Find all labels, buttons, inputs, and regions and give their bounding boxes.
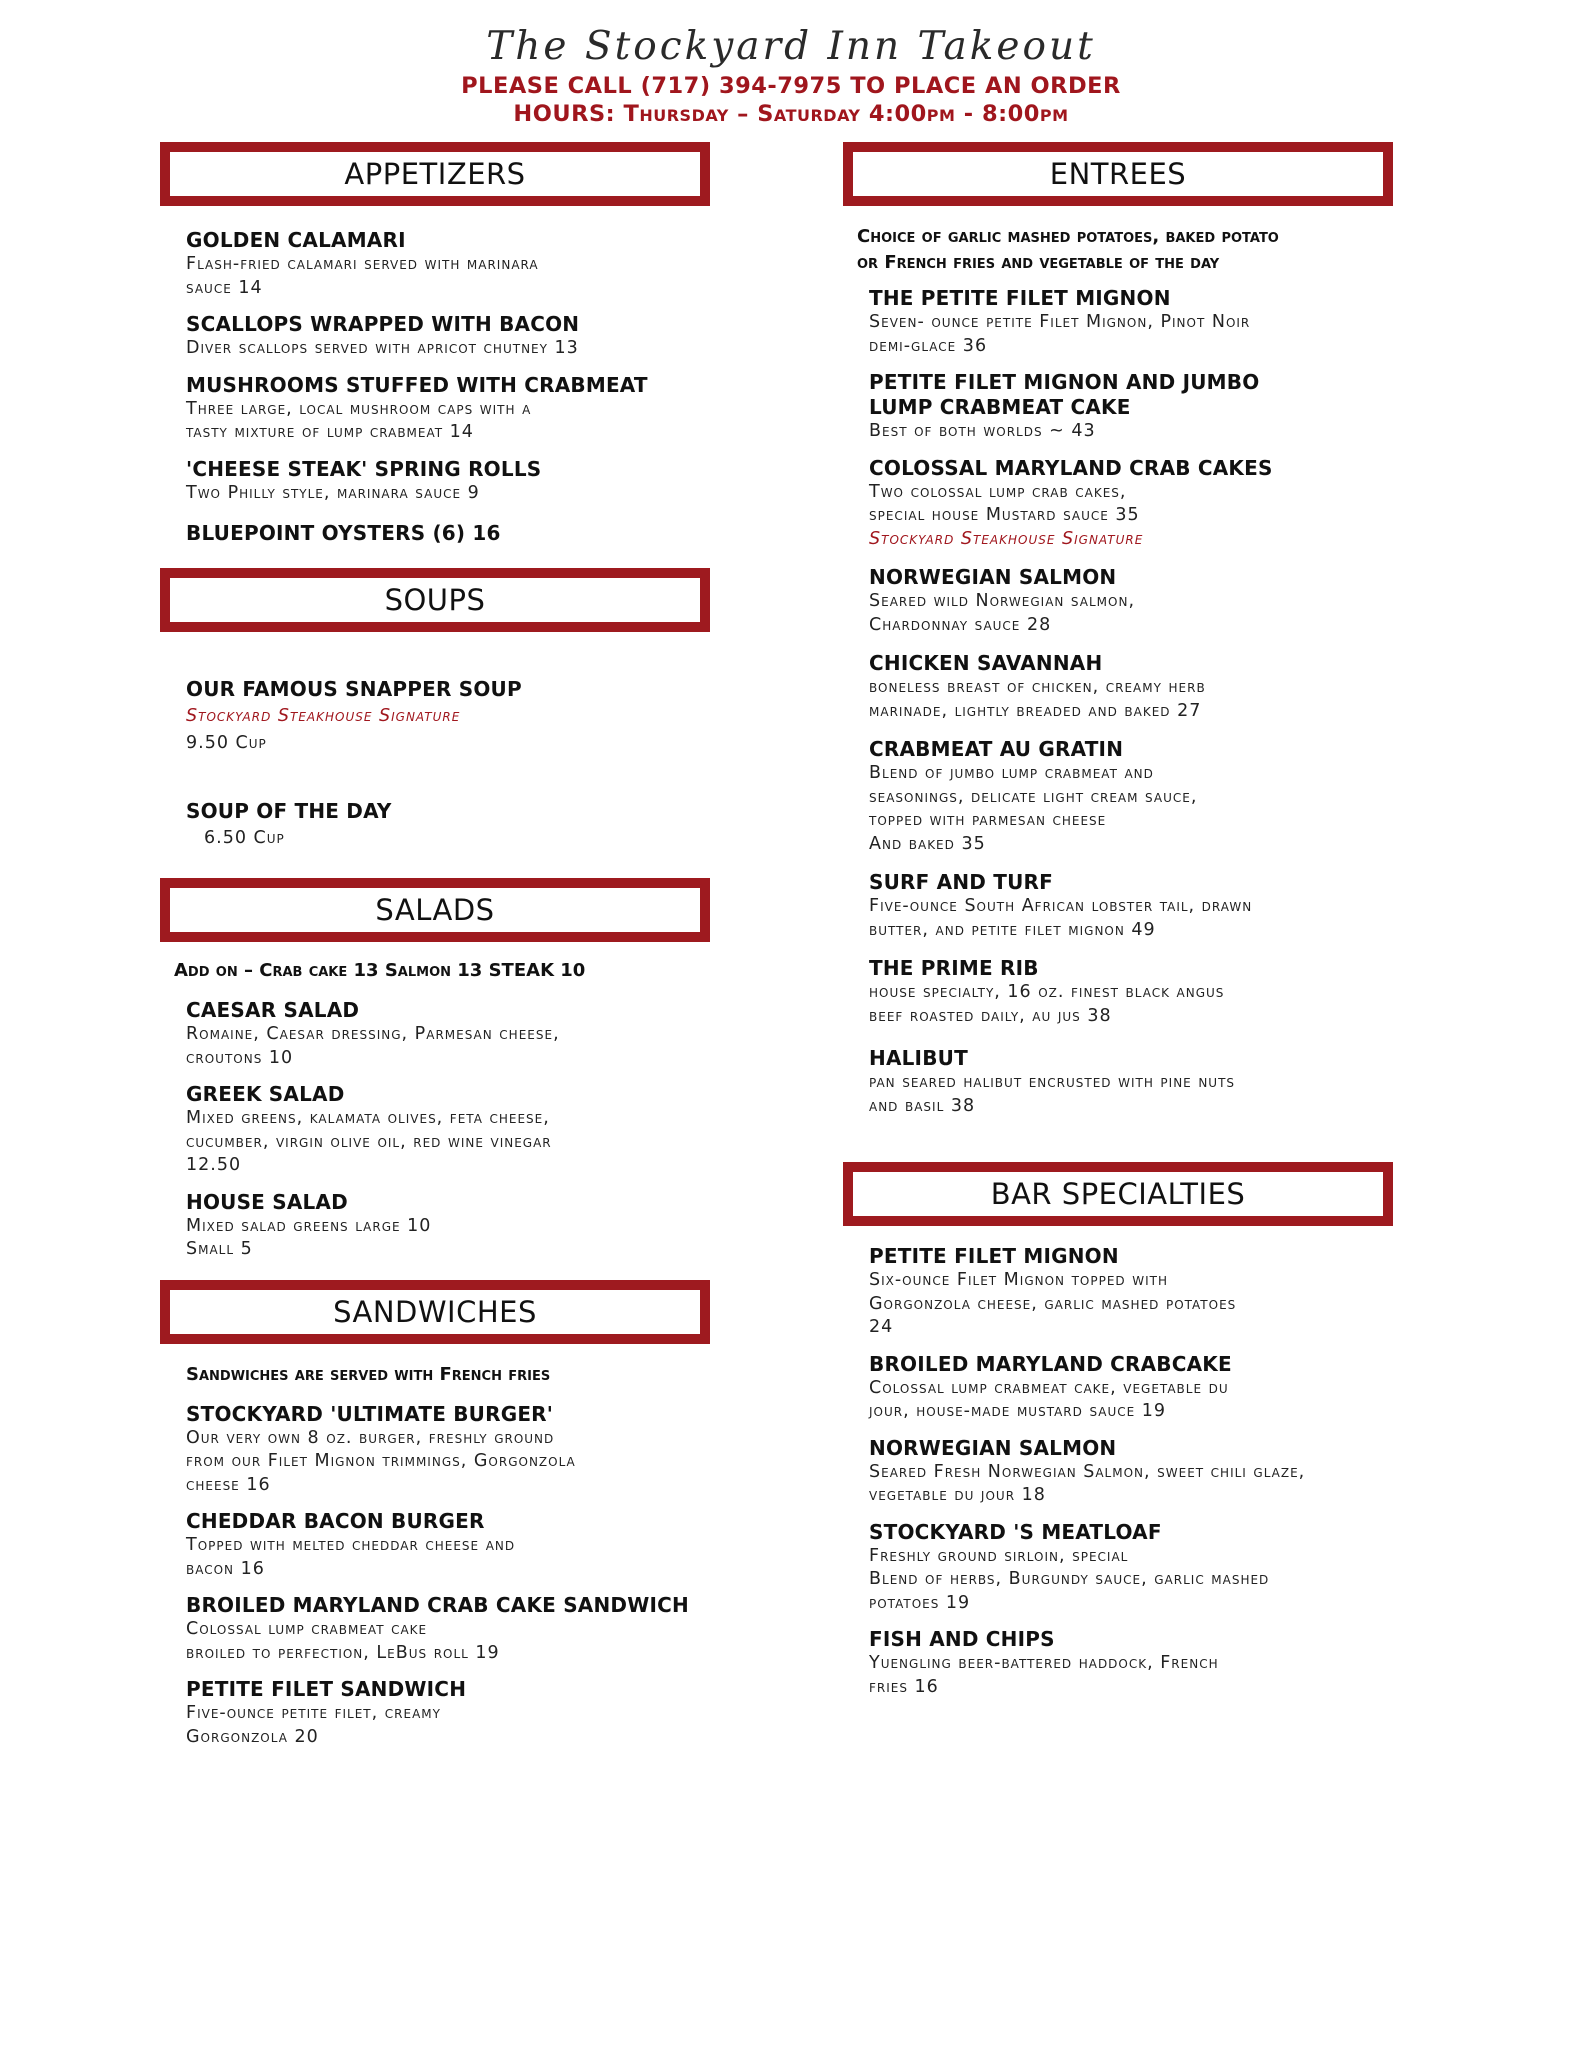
item-description: boneless breast of chicken, creamy herb marinade, lightly breaded and baked 27 — [869, 677, 1206, 721]
menu-item — [186, 457, 720, 506]
phone-callout: PLEASE CALL (717) 394-7975 TO PLACE AN ORDER — [461, 73, 1121, 99]
salads-heading: SALADS — [160, 878, 710, 942]
item-description: Two colossal lump crab cakes, special house Mustard sauce 35 — [869, 481, 1140, 525]
item-name-text: OUR FAMOUS SNAPPER SOUP — [186, 677, 522, 701]
item-description: Five-ounce petite filet, creamy Gorgonzola 20 — [186, 1703, 441, 1747]
item-name: PETITE FILET SANDWICH — [186, 1677, 467, 1701]
item-price: 9.50 Cup — [186, 733, 267, 753]
item-description: Colossal lump crabmeat cake, vegetable du jour, house-made mustard sauce 19 — [869, 1377, 1229, 1421]
menu-item — [869, 286, 1463, 358]
right-column — [843, 142, 1463, 1699]
menu-item — [869, 956, 1463, 1028]
item-description: Yuengling beer-battered haddock, French fries 16 — [869, 1653, 1219, 1697]
item-description: Flash-fried calamari served with marinara sauce 14 — [186, 254, 539, 298]
item-description: Diver scallops served with apricot chutney 13 — [186, 338, 579, 358]
item-name: COLOSSAL MARYLAND CRAB CAKES — [869, 455, 1273, 480]
item-description: Colossal lump crabmeat cake broiled to perfection, LeBus roll 19 — [186, 1619, 500, 1663]
sandwiches-note: Sandwiches are served with French fries — [186, 1363, 551, 1385]
item-name-text: SOUP OF THE DAY — [186, 798, 392, 823]
menu-item — [186, 1190, 720, 1262]
item-description: Topped with melted cheddar cheese and bacon 16 — [186, 1535, 516, 1579]
item-name: GOLDEN CALAMARI — [186, 228, 406, 252]
item-name: CRABMEAT AU GRATIN — [869, 737, 1124, 761]
menu-item — [869, 737, 1463, 856]
item-description: Romaine, Caesar dressing, Parmesan cheese, croutons 10 — [186, 1024, 560, 1068]
menu-item — [869, 1244, 1463, 1340]
menu-item — [869, 651, 1463, 723]
item-description: Mixed greens, kalamata olives, feta cheese, cucumber, virgin olive oil, red wine vinegar 12.50 — [186, 1108, 552, 1175]
menu-item — [186, 1082, 720, 1178]
item-name: MUSHROOMS STUFFED WITH CRABMEAT — [186, 372, 648, 397]
hours-callout: HOURS: Thursday – Saturday 4:00pm - 8:00pm — [513, 101, 1069, 127]
item-name: STOCKYARD 'ULTIMATE BURGER' — [186, 1401, 554, 1426]
menu-item — [869, 870, 1463, 942]
item-name: BLUEPOINT OYSTERS (6) 16 — [186, 521, 501, 545]
salads-addon-note: Add on – Crab cake 13 Salmon 13 STEAK 10 — [174, 960, 586, 981]
signature-tag: Stockyard Steakhouse Signature — [869, 528, 1144, 549]
item-description: Two Philly style, marinara sauce 9 — [186, 482, 480, 503]
item-name: HALIBUT — [869, 1046, 968, 1070]
entrees-heading: ENTREES — [843, 142, 1393, 206]
item-price: 6.50 Cup — [204, 827, 285, 848]
menu-item — [869, 370, 1463, 444]
page-title: The Stockyard Inn Takeout — [486, 24, 1096, 69]
appetizers-heading: APPETIZERS — [160, 142, 710, 206]
item-name: NORWEGIAN SALMON — [869, 565, 1117, 589]
menu-item — [869, 1436, 1463, 1508]
menu-item — [186, 998, 720, 1070]
item-name: 'CHEESE STEAK' SPRING ROLLS — [186, 456, 542, 481]
item-name: CHEDDAR BACON BURGER — [186, 1509, 485, 1533]
item-name: SURF AND TURF — [869, 870, 1053, 894]
menu-item — [186, 1593, 720, 1665]
menu-item — [186, 774, 720, 851]
item-description: Seared Fresh Norwegian Salmon, sweet chili glaze, vegetable du jour 18 — [869, 1461, 1306, 1505]
menu-item — [869, 1627, 1463, 1699]
menu-item — [869, 565, 1463, 637]
bar-specialties-heading: BAR SPECIALTIES — [843, 1162, 1393, 1226]
item-description: Five-ounce South African lobster tail, drawn butter, and petite filet mignon 49 — [869, 896, 1253, 940]
menu-item — [186, 521, 720, 546]
signature-tag: Stockyard Steakhouse Signature — [186, 706, 461, 726]
item-name: HOUSE SALAD — [186, 1189, 348, 1214]
item-name — [186, 652, 720, 756]
item-description: Seven- ounce petite Filet Mignon, Pinot Noir demi-glace 36 — [869, 312, 1251, 356]
item-name: STOCKYARD 'S MEATLOAF — [869, 1519, 1162, 1544]
menu-item — [186, 1677, 720, 1749]
menu-item — [186, 373, 720, 445]
item-name: CHICKEN SAVANNAH — [869, 651, 1103, 675]
item-name: BROILED MARYLAND CRAB CAKE SANDWICH — [186, 1593, 689, 1617]
item-description: Best of both worlds ~ 43 — [869, 421, 1096, 441]
menu-item — [186, 1402, 720, 1498]
item-description: Our very own 8 oz. burger, freshly ground from our Filet Mignon trimmings, Gorgonzola cheese 16 — [186, 1427, 576, 1495]
menu-item — [186, 228, 720, 300]
sandwiches-heading: SANDWICHES — [160, 1280, 710, 1344]
item-name: THE PRIME RIB — [869, 956, 1039, 980]
menu-item — [186, 312, 720, 361]
menu-item — [869, 1046, 1463, 1118]
item-description: house specialty, 16 oz. finest black angus beef roasted daily, au jus 38 — [869, 982, 1225, 1026]
menu-item — [869, 1352, 1463, 1424]
item-description: pan seared halibut encrusted with pine nuts and basil 38 — [869, 1072, 1236, 1116]
item-name: PETITE FILET MIGNON — [869, 1244, 1119, 1268]
left-column — [160, 142, 720, 1749]
item-description: Three large, local mushroom caps with a tasty mixture of lump crabmeat 14 — [186, 398, 532, 442]
item-description: Seared wild Norwegian salmon, Chardonnay sauce 28 — [869, 591, 1136, 635]
soups-heading: SOUPS — [160, 568, 710, 632]
entrees-note: Choice of garlic mashed potatoes, baked potato or French fries and vegetable of the day — [857, 226, 1279, 273]
item-description: Mixed salad greens large 10 Small 5 — [186, 1215, 432, 1259]
item-description: Freshly ground sirloin, special Blend of herbs, Burgundy sauce, garlic mashed potatoes 19 — [869, 1545, 1270, 1613]
item-name: NORWEGIAN SALMON — [869, 1435, 1117, 1460]
menu-item — [869, 1520, 1463, 1616]
item-name: GREEK SALAD — [186, 1082, 345, 1106]
menu-item — [186, 1509, 720, 1581]
item-name: SCALLOPS WRAPPED WITH BACON — [186, 312, 580, 336]
item-name: CAESAR SALAD — [186, 998, 360, 1022]
item-name: THE PETITE FILET MIGNON — [869, 286, 1171, 310]
menu-item — [186, 652, 720, 756]
menu-item — [869, 456, 1463, 552]
item-description: Blend of jumbo lump crabmeat and seasonings, delicate light cream sauce, topped with parmesan cheese And baked 35 — [869, 763, 1198, 854]
item-name: BROILED MARYLAND CRABCAKE — [869, 1351, 1232, 1376]
menu-header — [0, 22, 1582, 128]
item-description: Six-ounce Filet Mignon topped with Gorgonzola cheese, garlic mashed potatoes 24 — [869, 1270, 1237, 1337]
item-name: FISH AND CHIPS — [869, 1627, 1055, 1651]
item-name — [186, 774, 720, 851]
item-name: PETITE FILET MIGNON AND JUMBO LUMP CRABMEAT CAKE — [869, 370, 1260, 419]
